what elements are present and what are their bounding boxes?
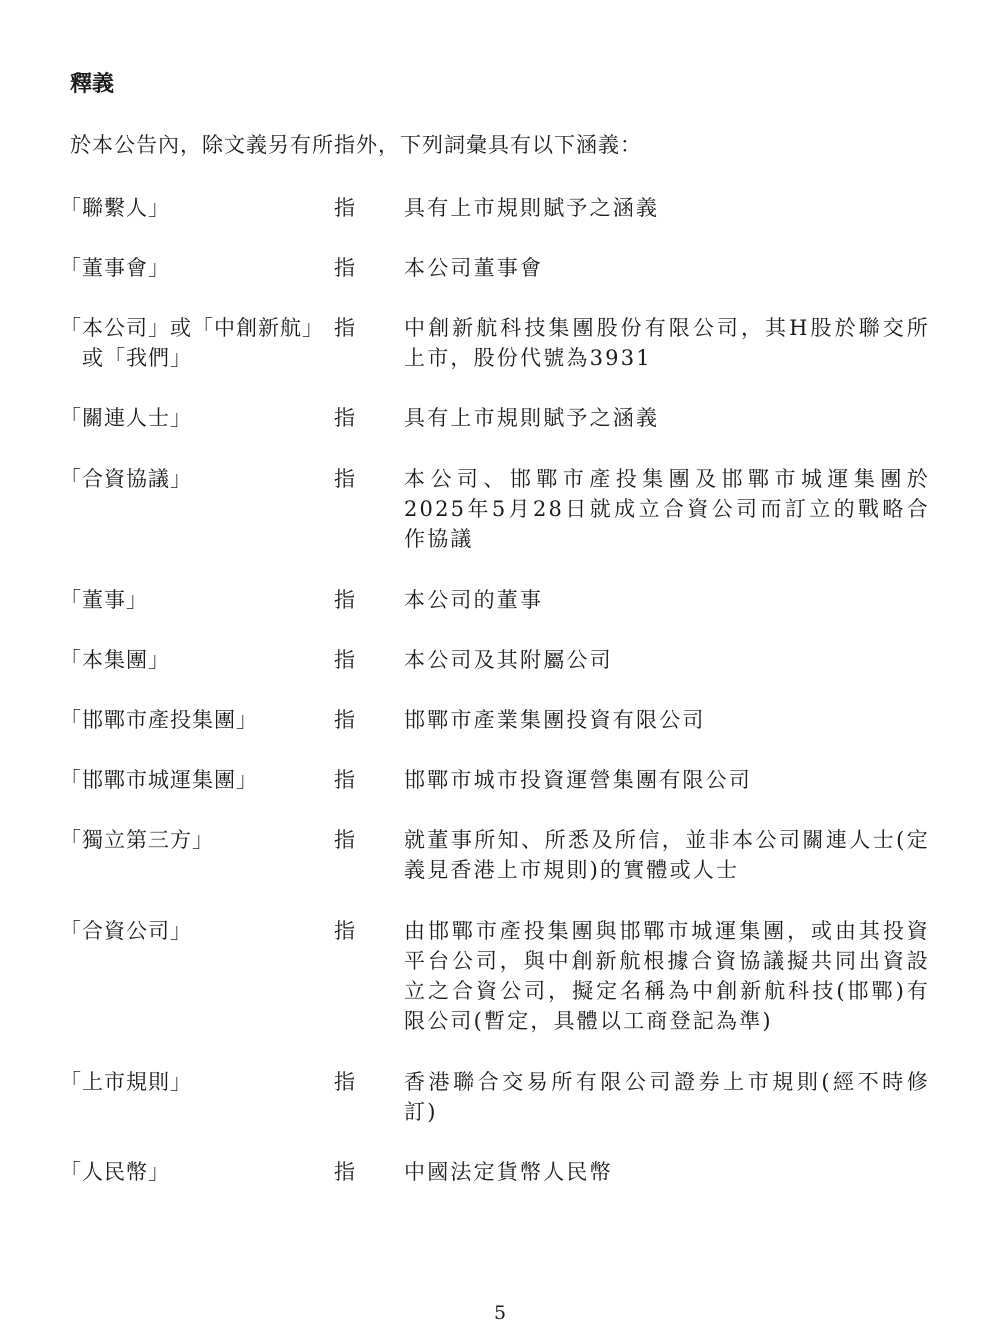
means-word: 指 [334,919,355,943]
term-line: 「董事」 [60,588,148,612]
term-line: 「邯鄲市城運集團」 [60,768,258,792]
definition-meaning: 具有上市規則賦予之涵義 [404,406,660,430]
definition-term [60,585,330,615]
definition-term [60,193,330,223]
term-line: 「本集團」 [60,648,170,672]
term-line: 「董事會」 [60,256,170,280]
page-number: 5 [493,1302,507,1324]
definition-term [60,765,330,795]
definition-meaning: 中創新航科技集團股份有限公司，其H股於聯交所上市，股份代號為3931 [404,316,930,370]
definition-meaning: 本公司、邯鄲市產投集團及邯鄲市城運集團於2025年5月28日就成立合資公司而訂立的戰略合作協議 [404,467,930,551]
definition-term [60,464,330,494]
definition-meaning: 本公司的董事 [404,588,544,612]
means-word: 指 [334,1070,355,1094]
definition-meaning: 就董事所知、所悉及所信，並非本公司關連人士(定義見香港上市規則)的實體或人士 [404,828,930,882]
definition-meaning: 中國法定貨幣人民幣 [404,1160,613,1184]
intro-paragraph: 於本公告內，除文義另有所指外，下列詞彙具有以下涵義： [70,133,642,157]
definition-term [60,1157,330,1187]
definition-term [60,645,330,675]
term-line: 「關連人士」 [60,406,192,430]
definition-term [60,313,330,373]
means-word: 指 [334,708,355,732]
means-word: 指 [334,406,355,430]
definition-meaning: 具有上市規則賦予之涵義 [404,196,660,220]
means-word: 指 [334,467,355,491]
definition-term [60,705,330,735]
definition-meaning: 本公司及其附屬公司 [404,648,613,672]
definition-meaning: 邯鄲市城市投資運營集團有限公司 [404,768,752,792]
means-word: 指 [334,828,355,852]
term-line: 「獨立第三方」 [60,828,214,852]
definition-meaning: 香港聯合交易所有限公司證券上市規則(經不時修訂) [404,1070,930,1124]
term-line: 「上市規則」 [60,1070,192,1094]
definition-term [60,1067,330,1097]
means-word: 指 [334,316,355,340]
term-line: 「聯繫人」 [60,196,170,220]
definition-term [60,403,330,433]
page-heading: 釋義 [70,72,115,97]
term-line: 或「我們」 [82,346,192,370]
means-word: 指 [334,648,355,672]
means-word: 指 [334,588,355,612]
means-word: 指 [334,768,355,792]
definition-meaning: 由邯鄲市產投集團與邯鄲市城運集團，或由其投資平台公司，與中創新航根據合資協議擬共同出資設立之合資公司，擬定名稱為中創新航科技(邯鄲)有限公司(暫定，具體以工商登記為準) [404,919,930,1033]
means-word: 指 [334,1160,355,1184]
term-line: 「邯鄲市產投集團」 [60,708,258,732]
definition-term [60,253,330,283]
term-line: 「合資協議」 [60,467,192,491]
means-word: 指 [334,256,355,280]
term-line: 「人民幣」 [60,1160,170,1184]
means-word: 指 [334,196,355,220]
definition-meaning: 本公司董事會 [404,256,544,280]
definition-meaning: 邯鄲市產業集團投資有限公司 [404,708,706,732]
definition-term [60,825,330,855]
term-line: 「合資公司」 [60,919,192,943]
definition-term [60,916,330,946]
term-line: 「本公司」或「中創新航」 [60,316,324,340]
